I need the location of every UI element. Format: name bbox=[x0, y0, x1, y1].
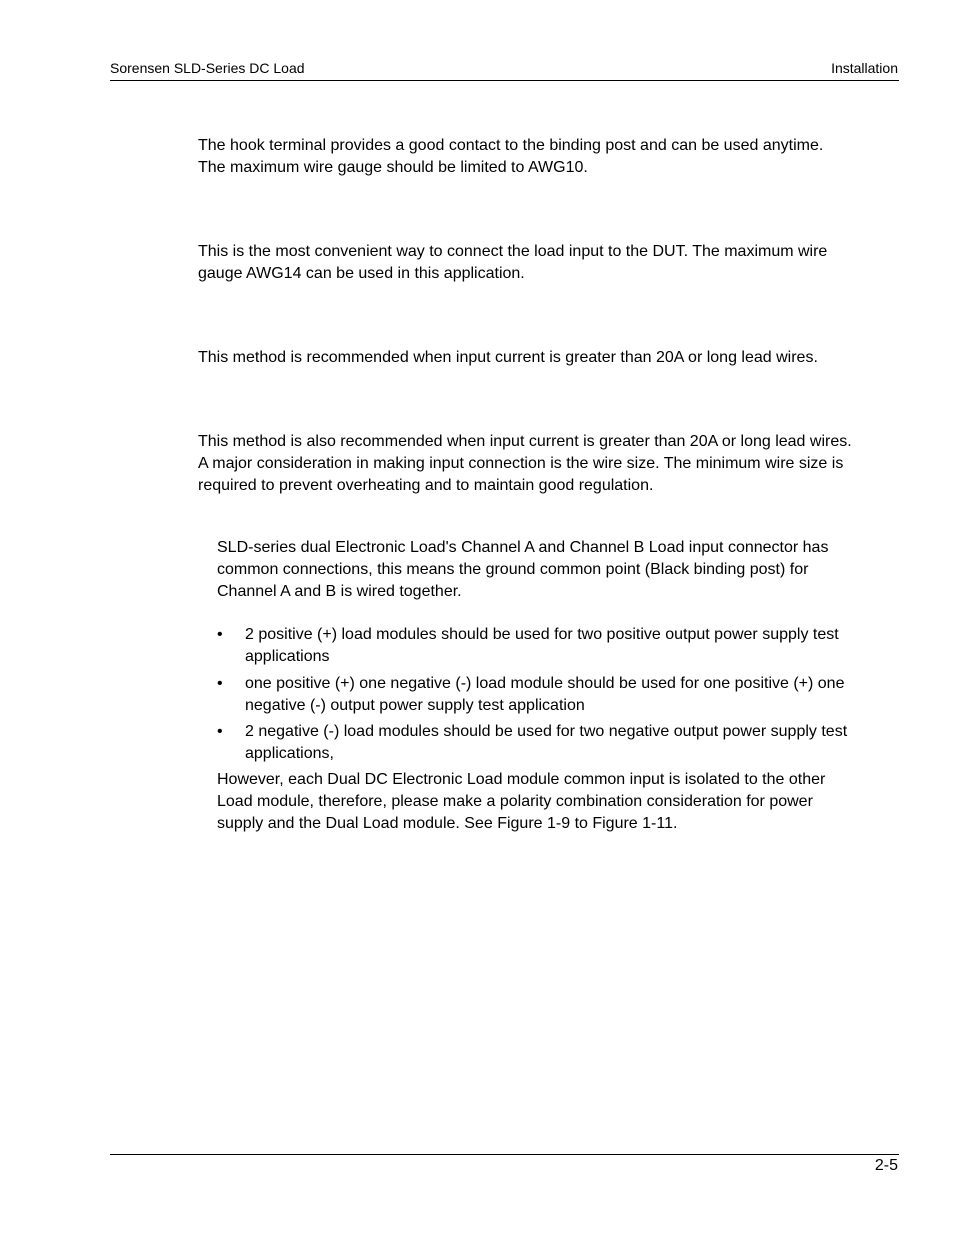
text-line: gauge AWG14 can be used in this application. bbox=[198, 265, 525, 282]
paragraph-dual-load bbox=[217, 537, 828, 603]
text-line: The hook terminal provides a good contact to the binding post and can be used anytime. bbox=[198, 137, 824, 154]
text-line: common connections, this means the ground common point (Black binding post) for bbox=[217, 561, 809, 578]
bullet-icon: • bbox=[217, 626, 223, 643]
running-header-section: Installation bbox=[831, 60, 898, 76]
text-line: SLD-series dual Electronic Load's Channel A and Channel B Load input connector has bbox=[217, 539, 829, 556]
bullet-icon: • bbox=[217, 675, 223, 692]
paragraph-convenient bbox=[198, 241, 827, 285]
paragraph-recommended bbox=[198, 347, 818, 369]
text-line: This method is also recommended when input current is greater than 20A or long lead wires. bbox=[198, 433, 852, 450]
running-header-title: Sorensen SLD-Series DC Load bbox=[110, 60, 305, 76]
text-line: A major consideration in making input connection is the wire size. The minimum wire size is bbox=[198, 455, 844, 472]
text-line: Load module, therefore, please make a polarity combination consideration for power bbox=[217, 793, 813, 810]
text-line: The maximum wire gauge should be limited to AWG10. bbox=[198, 159, 588, 176]
text-line: negative (-) output power supply test application bbox=[245, 697, 585, 714]
text-line: However, each Dual DC Electronic Load module common input is isolated to the other bbox=[217, 771, 826, 788]
bullet-icon: • bbox=[217, 723, 223, 740]
text-line: applications, bbox=[245, 745, 334, 762]
text-line: 2 positive (+) load modules should be used for two positive output power supply test bbox=[245, 626, 839, 643]
text-line: This method is recommended when input current is greater than 20A or long lead wires. bbox=[198, 349, 818, 366]
paragraph-wire-size bbox=[198, 431, 852, 497]
text-line: This is the most convenient way to connect the load input to the DUT. The maximum wire bbox=[198, 243, 828, 260]
text-line: applications bbox=[245, 648, 330, 665]
page-number: 2-5 bbox=[874, 1157, 898, 1174]
text-line: 2 negative (-) load modules should be used for two negative output power supply test bbox=[245, 723, 848, 740]
paragraph-hook-terminal bbox=[198, 135, 823, 179]
header-rule bbox=[110, 80, 899, 81]
footer-rule bbox=[110, 1154, 899, 1155]
text-line: Channel A and B is wired together. bbox=[217, 583, 462, 600]
text-line: required to prevent overheating and to maintain good regulation. bbox=[198, 477, 654, 494]
paragraph-closing bbox=[217, 769, 825, 835]
text-line: one positive (+) one negative (-) load module should be used for one positive (+) one bbox=[245, 675, 845, 692]
text-line: supply and the Dual Load module. See Figure 1-9 to Figure 1-11. bbox=[217, 815, 678, 832]
